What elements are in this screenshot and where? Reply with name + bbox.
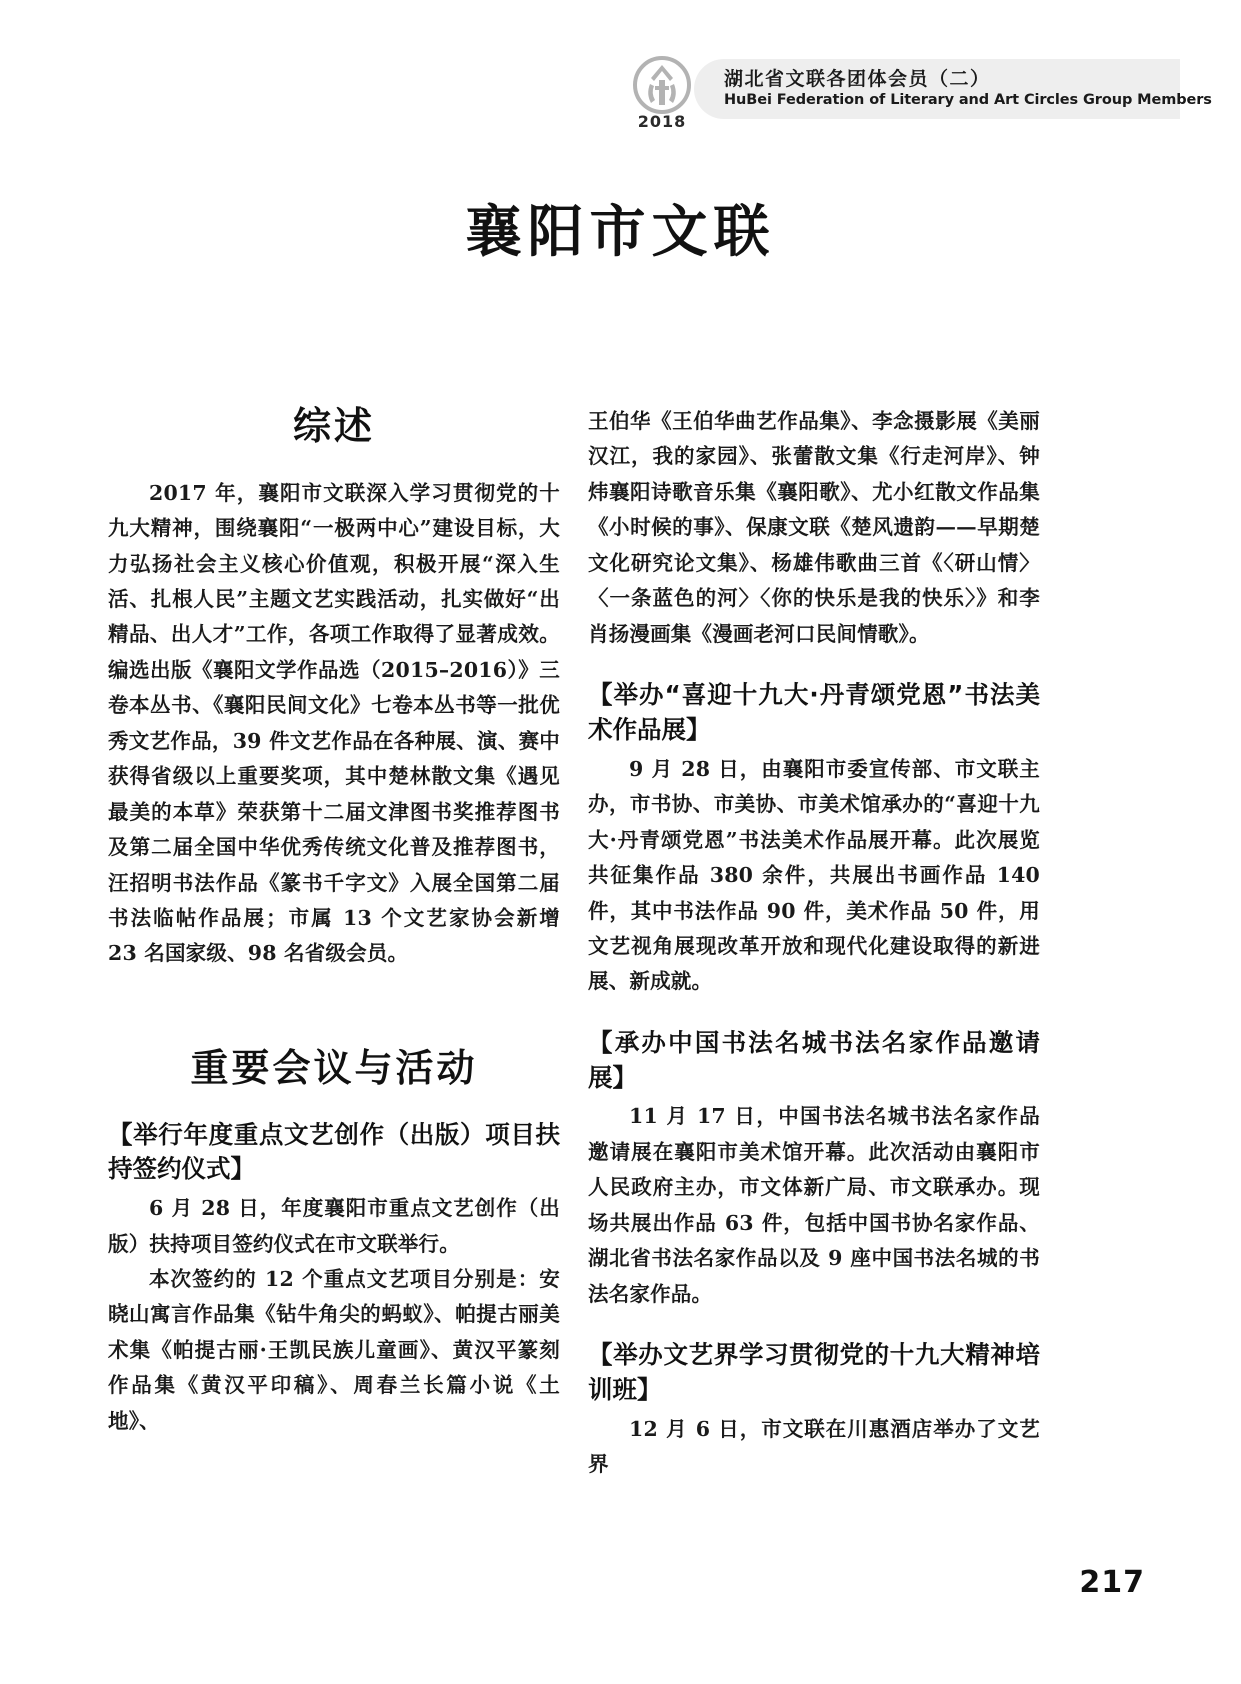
overview-heading: 综述	[292, 404, 375, 448]
activity-3-title: 【承办中国书法名城书法名家作品邀请展】	[588, 1027, 1040, 1092]
activity-1-paragraph-1: 6 月 28 日，年度襄阳市重点文艺创作（出版）扶持项目签约仪式在市文联举行。	[108, 1196, 560, 1256]
activity-2-paragraph: 9 月 28 日，由襄阳市委宣传部、市文联主办，市书协、市美协、市美术馆承办的“喜迎十九大·丹青颂党恩”书法美术作品展开幕。此次展览共征集作品 380 余件，共展出书画作品 140 件，其中书法作品 90 件，美术作品 50 件，用文艺视角展现改革开放和现代化建设取得的新进展、新成就。	[588, 756, 1040, 994]
running-header	[620, 56, 1212, 131]
page-title: 襄阳市文联	[465, 199, 776, 265]
header-title-cn: 湖北省文联各团体会员（二）	[724, 68, 991, 90]
activity-2-title: 【举办“喜迎十九大·丹青颂党恩”书法美术作品展】	[588, 680, 1040, 744]
activity-1-paragraph-2: 本次签约的 12 个重点文艺项目分别是：安晓山寓言作品集《钻牛角尖的蚂蚁》、帕提古丽美术集《帕提古丽·王凯民族儿童画》、黄汉平篆刻作品集《黄汉平印稿》、周春兰长篇小说《土地》、	[108, 1267, 560, 1433]
left-column	[108, 404, 560, 1584]
activities-heading: 重要会议与活动	[190, 1045, 478, 1090]
logo-year-label: 2018	[637, 112, 687, 131]
federation-logo	[628, 56, 698, 130]
section-spacer	[108, 972, 560, 1046]
activity-1-title: 【举行年度重点文艺创作（出版）项目扶持签约仪式】	[108, 1119, 560, 1184]
activity-3-paragraph: 11 月 17 日，中国书法名城书法名家作品邀请展在襄阳市美术馆开幕。此次活动由襄阳市人民政府主办，市文体新广局、市文联承办。现场共展出作品 63 件，包括中国书协名家作品、湖北省书法名家作品以及 9 座中国书法名城的书法名家作品。	[588, 1104, 1040, 1306]
activity-4-title: 【举办文艺界学习贯彻党的十九大精神培训班】	[588, 1340, 1040, 1404]
body-columns	[0, 404, 1241, 1584]
hubei-federation-logo-icon	[633, 56, 691, 114]
activity-4-paragraph: 12 月 6 日，市文联在川惠酒店举办了文艺界	[588, 1416, 1040, 1477]
continued-paragraph: 王伯华《王伯华曲艺作品集》、李念摄影展《美丽汉江，我的家园》、张蕾散文集《行走河岸》、钟炜襄阳诗歌音乐集《襄阳歌》、尤小红散文作品集《小时候的事》、保康文联《楚风遗韵——早期楚文化研究论文集》、杨雄伟歌曲三首《〈研山情〉〈一条蓝色的河〉〈你的快乐是我的快乐〉》和李肖扬漫画集《漫画老河口民间情歌》。	[588, 409, 1040, 646]
page-number: 217	[1079, 1565, 1145, 1600]
right-column	[588, 404, 1040, 1584]
overview-paragraph: 2017 年，襄阳市文联深入学习贯彻党的十九大精神，围绕襄阳“一极两中心”建设目标，大力弘扬社会主义核心价值观，积极开展“深入生活、扎根人民”主题文艺实践活动，扎实做好“出精品、出人才”工作，各项工作取得了显著成效。编选出版《襄阳文学作品选（2015–2016）》三卷本丛书、《襄阳民间文化》七卷本丛书等一批优秀文艺作品，39 件文艺作品在各种展、演、赛中获得省级以上重要奖项，其中楚林散文集《遇见最美的本草》荣获第十二届文津图书奖推荐图书及第二届全国中华优秀传统文化普及推荐图书，汪招明书法作品《篆书千字文》入展全国第二届书法临帖作品展；市属 13 个文艺家协会新增 23 名国家级、98 名省级会员。	[108, 480, 560, 966]
header-title-en: HuBei Federation of Literary and Art Circles Group Members	[724, 92, 1212, 108]
